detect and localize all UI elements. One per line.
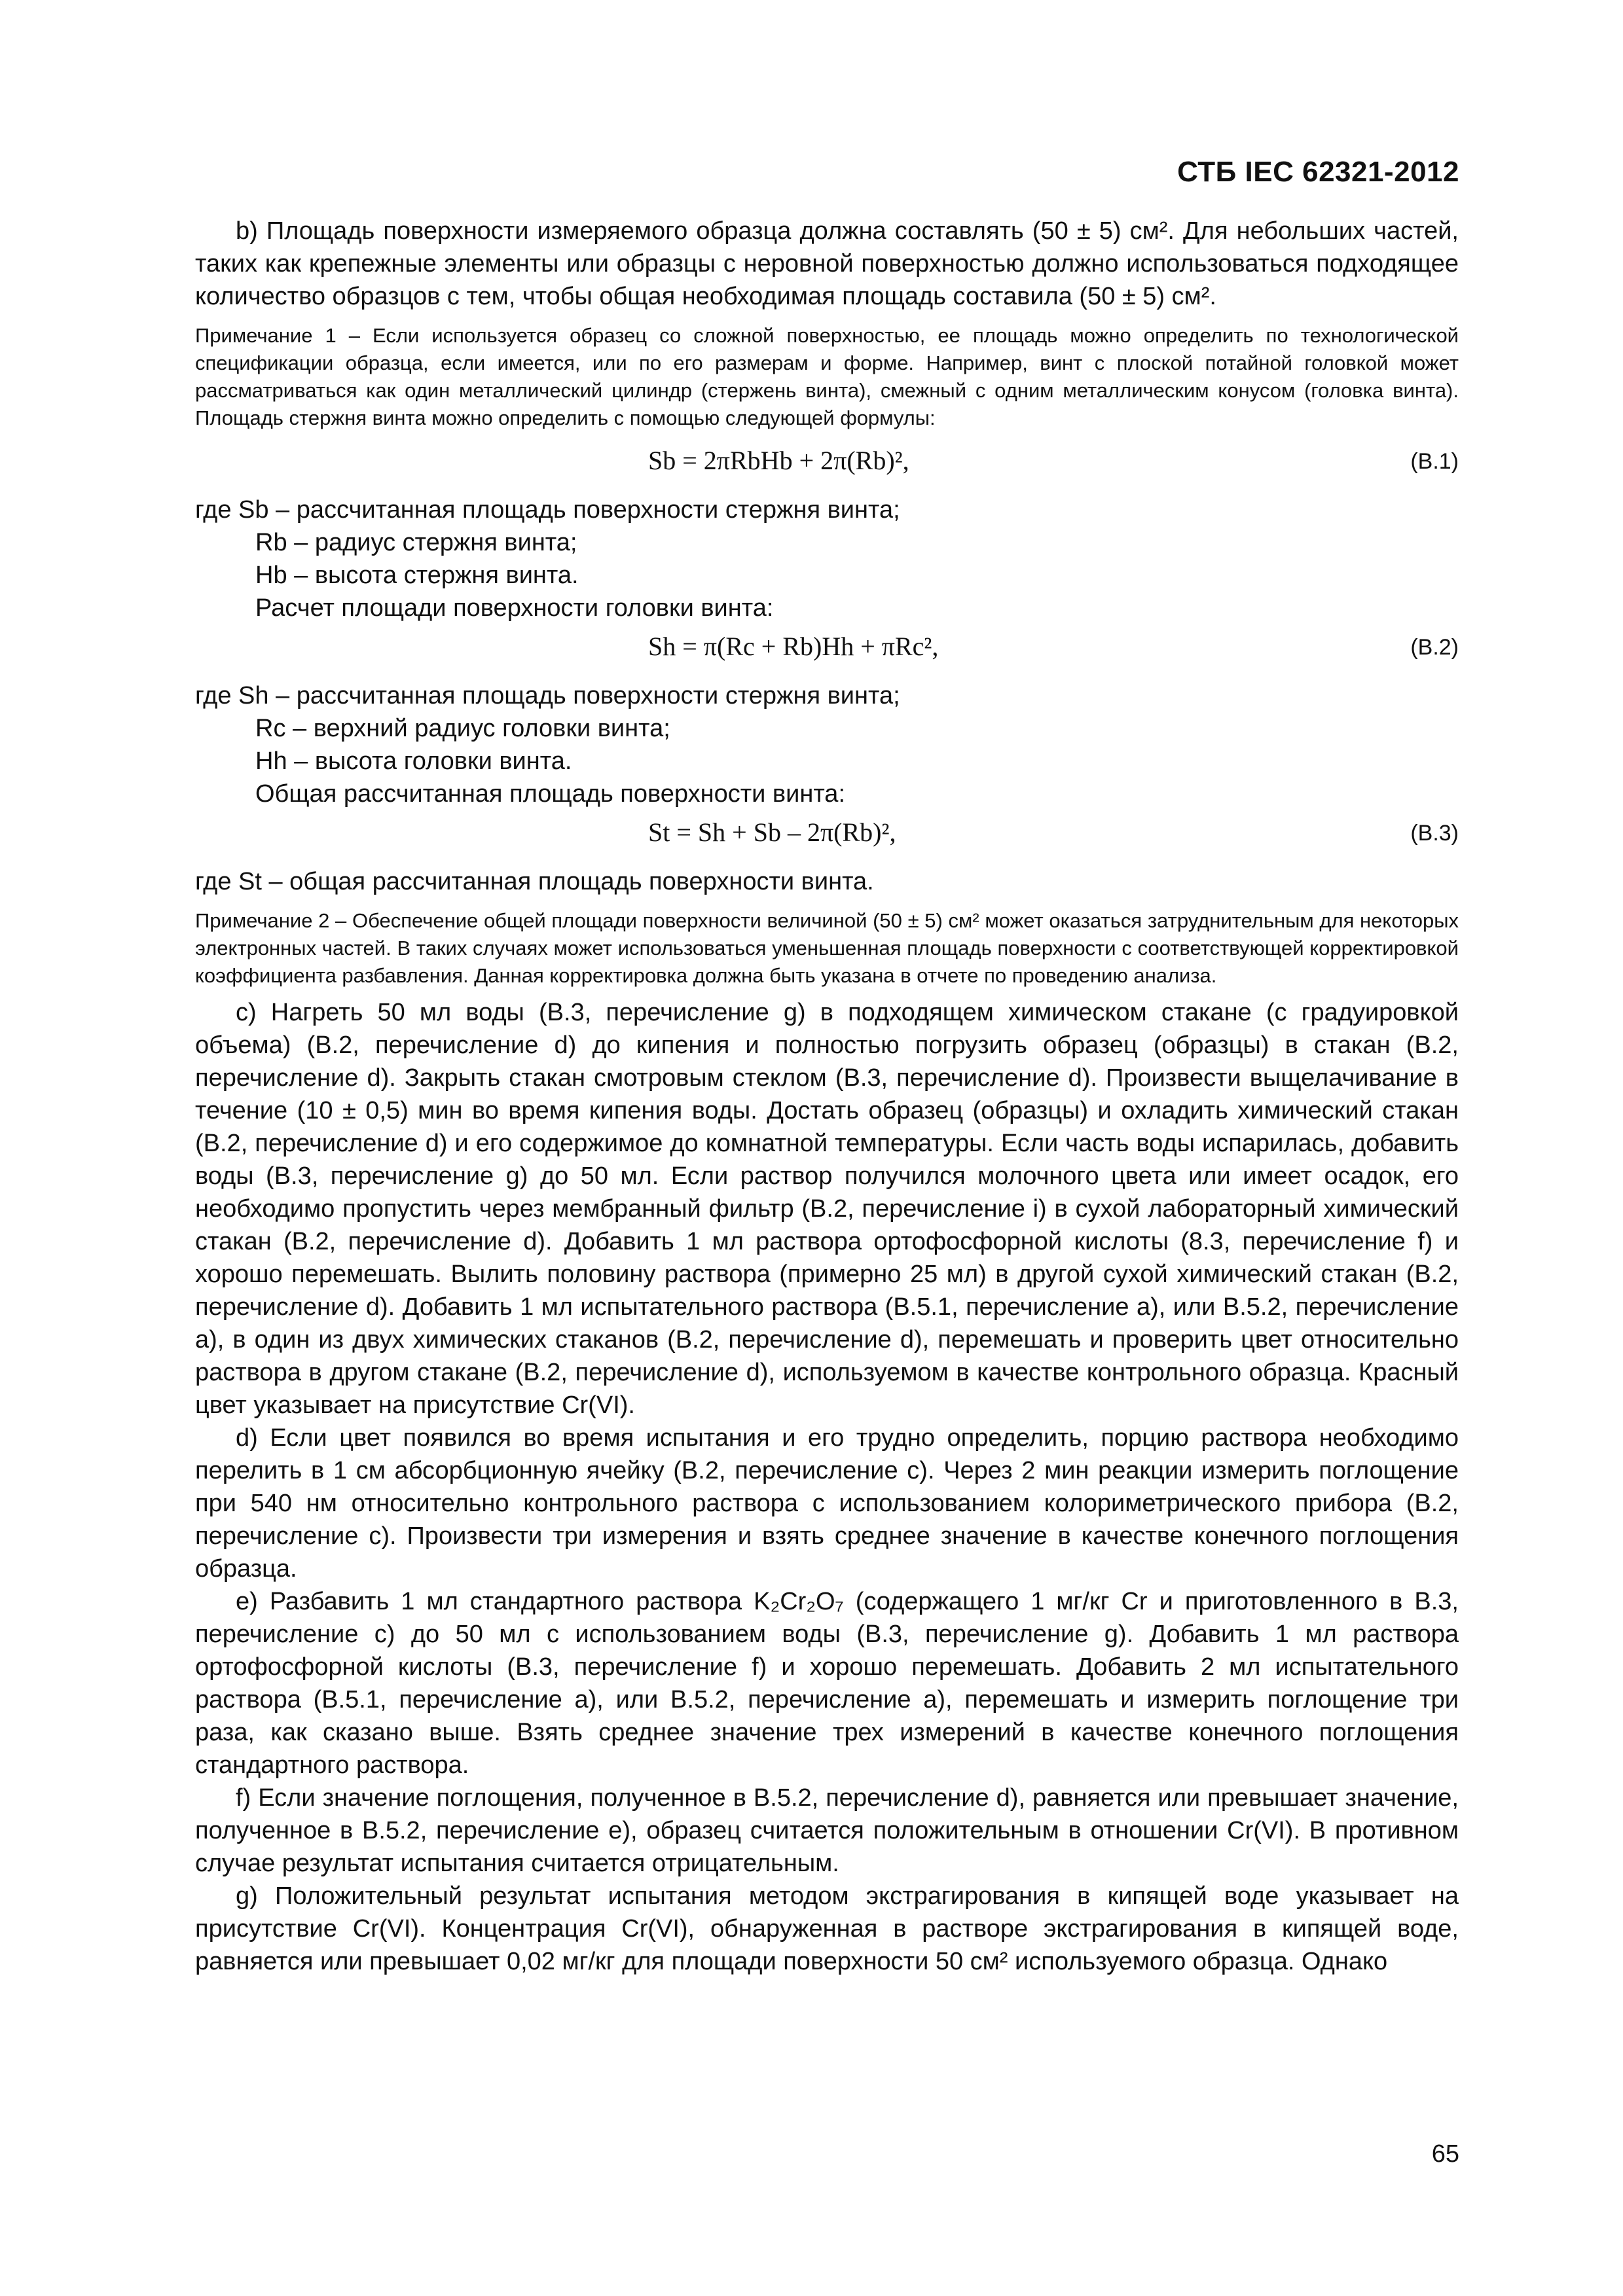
formula-b2	[195, 624, 1459, 679]
formula-b1-number: (B.1)	[1410, 449, 1459, 474]
where-b2-line-2: Rc – верхний радиус головки винта;	[255, 715, 670, 742]
formula-b3-expression: St = Sh + Sb – 2π(Rb)²,	[648, 817, 896, 847]
where-b1-line-1: где Sb – рассчитанная площадь поверхности стержня винта;	[195, 496, 900, 524]
where-b3-line: где St – общая рассчитанная площадь поверхности винта.	[195, 868, 874, 895]
note-2: Примечание 2 – Обеспечение общей площади поверхности величиной (50 ± 5) см² может оказаться затруднительным для некоторых электронных частей. В таких случаях может использоваться уменьшенная площадь поверхности с соответствующей корректировкой коэффициента разбавления. Данная корректировка должна быть указана в отчете по проведению анализа.	[195, 909, 1459, 987]
formula-b2-number: (B.2)	[1410, 635, 1459, 660]
page-number: 65	[1431, 2140, 1459, 2168]
page-content	[195, 215, 1459, 1978]
formula-b1-expression: Sb = 2πRbHb + 2π(Rb)²,	[648, 446, 909, 475]
paragraph-d: d) Если цвет появился во время испытания и его трудно определить, порцию раствора необходимо перелить в 1 см абсорбционную ячейку (B.2, перечисление c). Через 2 мин реакции измерить поглощение при 540 нм относительно контрольного раствора с использованием колориметрического прибора (B.2, перечисление c). Произвести три измерения и взять среднее значение в качестве конечного поглощения образца.	[195, 1424, 1459, 1583]
where-b2-line-1: где Sh – рассчитанная площадь поверхности стержня винта;	[195, 682, 900, 709]
note-1: Примечание 1 – Если используется образец со сложной поверхностью, ее площадь можно определить по технологической спецификации образца, если имеется, или по его размерам и форме. Например, винт с плоской потайной головкой может рассматриваться как один металлический цилиндр (стержень винта), смежный с одним металлическим конусом (головка винта). Площадь стержня винта можно определить с помощью следующей формулы:	[195, 324, 1459, 429]
paragraph-e: e) Разбавить 1 мл стандартного раствора K₂Cr₂O₇ (содержащего 1 мг/кг Cr и приготовленного в B.3, перечисление c) до 50 мл с использованием воды (B.3, перечисление g). Добавить 1 мл раствора ортофосфорной кислоты (B.3, перечисление f) и хорошо перемешать. Добавить 2 мл испытательного раствора (B.5.1, перечисление a), или B.5.2, перечисление a), перемешать и измерить поглощение три раза, как сказано выше. Взять среднее значение трех измерений в качестве конечного поглощения стандартного раствора.	[195, 1588, 1459, 1779]
paragraph-c: c) Нагреть 50 мл воды (B.3, перечисление g) в подходящем химическом стакане (с градуировкой объема) (B.2, перечисление d) до кипения и полностью погрузить образец (образцы) в стакан (B.2, перечисление d). Закрыть стакан смотровым стеклом (B.3, перечисление d). Произвести выщелачивание в течение (10 ± 0,5) мин во время кипения воды. Достать образец (образцы) и охладить химический стакан (B.2, перечисление d) и его содержимое до комнатной температуры. Если часть воды испарилась, добавить воды (B.3, перечисление g) до 50 мл. Если раствор получился молочного цвета или имеет осадок, его необходимо пропустить через мембранный фильтр (B.2, перечисление i) в сухой лабораторный химический стакан (B.2, перечисление d). Добавить 1 мл раствора ортофосфорной кислоты (8.3, перечисление f) и хорошо перемешать. Вылить половину раствора (примерно 25 мл) в другой сухой химический стакан (B.2, перечисление d). Добавить 1 мл испытательного раствора (B.5.1, перечисление a), или B.5.2, перечисление a), в один из двух химических стаканов (B.2, перечисление d), перемешать и проверить цвет относительно раствора в другом стакане (B.2, перечисление d), используемом в качестве контрольного образца. Красный цвет указывает на присутствие Cr(VI).	[195, 999, 1459, 1419]
total-area-intro: Общая рассчитанная площадь поверхности винта:	[255, 780, 845, 808]
where-b1-line-3: Hb – высота стержня винта.	[255, 562, 579, 589]
formula-b3	[195, 810, 1459, 865]
head-area-intro: Расчет площади поверхности головки винта:	[255, 594, 774, 622]
formula-b3-number: (B.3)	[1410, 821, 1459, 846]
formula-b1	[195, 439, 1459, 493]
formula-b2-expression: Sh = π(Rc + Rb)Hh + πRc²,	[648, 632, 939, 661]
paragraph-g: g) Положительный результат испытания методом экстрагирования в кипящей воде указывает на присутствие Cr(VI). Концентрация Cr(VI), обнаруженная в растворе экстрагирования в кипящей воде, равняется или превышает 0,02 мг/кг для площади поверхности 50 см² используемого образца. Однако	[195, 1882, 1459, 1975]
where-b1-line-2: Rb – радиус стержня винта;	[255, 529, 577, 556]
paragraph-f: f) Если значение поглощения, полученное в B.5.2, перечисление d), равняется или превышает значение, полученное в B.5.2, перечисление e), образец считается положительным в отношении Cr(VI). В противном случае результат испытания считается отрицательным.	[195, 1784, 1459, 1877]
standard-designation: СТБ IEC 62321-2012	[1177, 156, 1459, 188]
where-b2-line-3: Hh – высота головки винта.	[255, 747, 572, 775]
paragraph-b: b) Площадь поверхности измеряемого образца должна составлять (50 ± 5) см². Для небольших частей, таких как крепежные элементы или образцы с неровной поверхностью должно использоваться подходящее количество образцов с тем, чтобы общая необходимая площадь составила (50 ± 5) см².	[195, 217, 1459, 310]
